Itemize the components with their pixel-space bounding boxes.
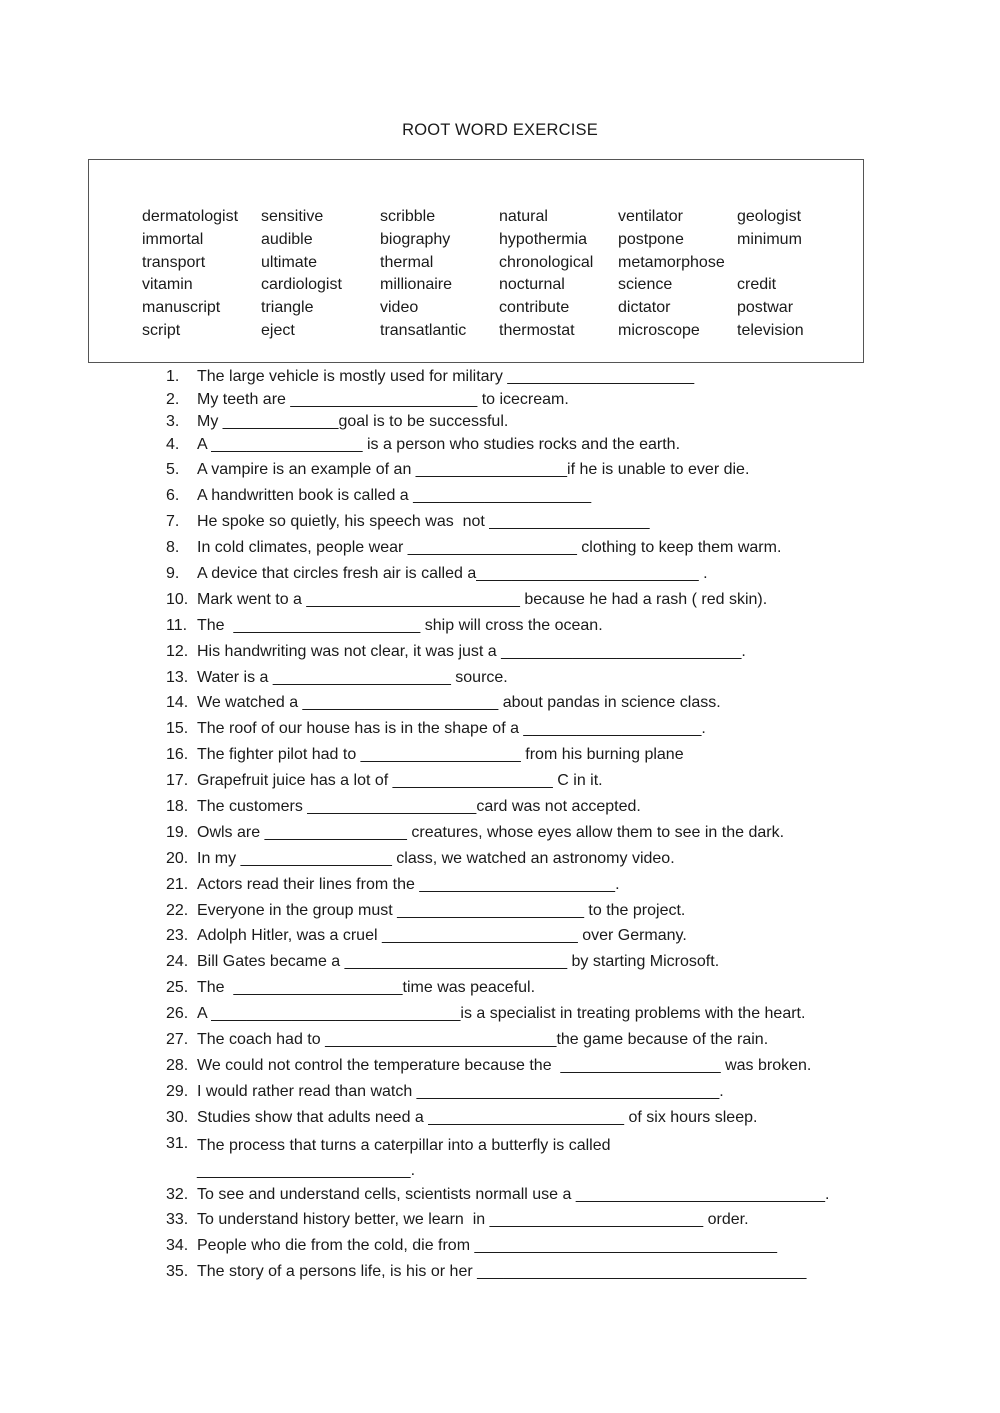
question-number: 28. (166, 1056, 189, 1074)
question-item (166, 1209, 829, 1235)
question-item (166, 848, 829, 874)
question-number: 19. (166, 823, 189, 841)
word-bank (142, 206, 856, 343)
question-number: 2. (166, 390, 180, 408)
word-bank-item: vitamin (142, 276, 193, 294)
question-text: The fighter pilot had to __________________ from his burning plane (197, 746, 684, 764)
question-list (166, 366, 829, 1287)
word-bank-item: credit (737, 276, 777, 294)
question-text: Adolph Hitler, was a cruel ______________________ over Germany. (197, 927, 687, 945)
question-item (166, 796, 829, 822)
question-text: We watched a ______________________ about pandas in science class. (197, 694, 721, 712)
question-item (166, 900, 829, 926)
question-text: A ____________________________is a specialist in treating problems with the heart. (197, 1005, 806, 1023)
word-bank-item: hypothermia (499, 230, 588, 248)
question-number: 13. (166, 668, 189, 686)
word-bank-item: contribute (499, 299, 570, 317)
question-item (166, 1235, 829, 1261)
question-text: Water is a ____________________ source. (197, 668, 508, 686)
word-bank-item: postpone (618, 230, 684, 248)
question-item (166, 692, 829, 718)
word-bank-item: transatlantic (380, 321, 467, 339)
word-bank-item: nocturnal (499, 276, 565, 294)
question-number: 20. (166, 849, 189, 867)
question-number: 32. (166, 1185, 189, 1203)
question-number: 1. (166, 368, 180, 385)
question-number: 25. (166, 979, 189, 997)
question-text: The story of a persons life, is his or her _____________________________________ (197, 1263, 807, 1281)
question-item (166, 615, 829, 641)
word-bank-item: dermatologist (142, 208, 239, 225)
question-number: 12. (166, 642, 189, 660)
question-number: 9. (166, 564, 180, 582)
question-text: The _____________________ ship will cross the ocean. (197, 616, 603, 634)
question-item (166, 1133, 829, 1184)
question-text: We could not control the temperature because the __________________ was broken. (197, 1056, 812, 1074)
question-item (166, 951, 829, 977)
word-bank-item: microscope (618, 321, 700, 339)
question-item (166, 925, 829, 951)
question-text: The ___________________time was peaceful. (197, 979, 536, 997)
question-item (166, 1261, 829, 1287)
question-number: 11. (166, 616, 188, 634)
word-bank-item: eject (261, 321, 295, 339)
question-item (166, 485, 829, 511)
question-text: The coach had to __________________________the game because of the rain. (197, 1030, 769, 1048)
question-item (166, 1003, 829, 1029)
question-text: In cold climates, people wear ___________________ clothing to keep them warm. (197, 539, 782, 557)
question-text: A _________________ is a person who studies rocks and the earth. (197, 435, 681, 453)
question-number: 23. (166, 927, 189, 945)
question-item (166, 1107, 829, 1133)
word-bank-item: chronological (499, 253, 594, 271)
question-number: 35. (166, 1263, 189, 1281)
question-text: My _____________goal is to be successful. (197, 413, 509, 430)
question-text: Everyone in the group must _____________________ to the project. (197, 901, 686, 919)
question-text: Actors read their lines from the ______________________. (197, 875, 620, 893)
page-title: ROOT WORD EXERCISE (402, 121, 598, 139)
question-text: His handwriting was not clear, it was just a ___________________________. (197, 642, 746, 660)
question-text: To understand history better, we learn in ________________________ order. (197, 1211, 749, 1229)
question-item (166, 389, 829, 412)
question-item (166, 822, 829, 848)
question-number: 16. (166, 746, 189, 764)
word-bank-item: thermal (380, 253, 434, 271)
question-number: 17. (166, 772, 189, 790)
question-number: 29. (166, 1082, 189, 1100)
question-item (166, 874, 829, 900)
question-item (166, 589, 829, 615)
word-bank-item: transport (142, 253, 206, 271)
question-number: 7. (166, 513, 180, 531)
question-text: The roof of our house has is in the shape of a ____________________. (197, 720, 706, 738)
question-number: 31. (166, 1134, 189, 1152)
question-item (166, 718, 829, 744)
word-bank-item: video (380, 299, 419, 317)
question-text: To see and understand cells, scientists normall use a ____________________________. (197, 1185, 830, 1203)
question-item (166, 1081, 829, 1107)
question-number: 14. (166, 694, 189, 712)
word-bank-item: biography (380, 230, 451, 248)
question-text: The process that turns a caterpillar into a butterfly is called ________________________. (197, 1136, 611, 1179)
question-text: A device that circles fresh air is called a_________________________ . (197, 564, 708, 582)
word-bank-item: geologist (737, 208, 802, 225)
word-bank-item: natural (499, 208, 548, 225)
question-number: 8. (166, 539, 180, 557)
question-number: 33. (166, 1211, 189, 1229)
word-bank-item: script (142, 321, 181, 339)
question-item (166, 977, 829, 1003)
word-bank-item: postwar (737, 299, 794, 317)
word-bank-item: triangle (261, 299, 314, 317)
question-item (166, 744, 829, 770)
question-number: 15. (166, 720, 189, 738)
question-number: 4. (166, 435, 180, 453)
word-bank-item: scribble (380, 208, 436, 225)
question-text: Bill Gates became a _________________________ by starting Microsoft. (197, 953, 720, 971)
word-bank-item: dictator (618, 299, 671, 317)
question-number: 34. (166, 1237, 189, 1255)
word-bank-item: millionaire (380, 276, 453, 294)
question-number: 30. (166, 1108, 189, 1126)
word-bank-item: ventilator (618, 208, 683, 225)
question-number: 27. (166, 1030, 189, 1048)
question-item (166, 434, 829, 460)
question-text: Owls are ________________ creatures, whose eyes allow them to see in the dark. (197, 823, 785, 841)
question-number: 22. (166, 901, 189, 919)
question-text: In my _________________ class, we watched an astronomy video. (197, 849, 675, 867)
question-item (166, 563, 829, 589)
question-item (166, 667, 829, 693)
question-number: 18. (166, 797, 189, 815)
word-bank-item: cardiologist (261, 276, 342, 294)
word-bank-item: audible (261, 230, 313, 248)
question-item (166, 459, 829, 485)
question-text: Mark went to a ________________________ because he had a rash ( red skin). (197, 590, 768, 608)
question-text: I would rather read than watch __________________________________. (197, 1082, 724, 1100)
question-text: Studies show that adults need a ______________________ of six hours sleep. (197, 1108, 758, 1126)
question-text: He spoke so quietly, his speech was not __________________ (197, 513, 650, 531)
word-bank-item: science (618, 276, 673, 294)
question-item (166, 770, 829, 796)
question-text: Grapefruit juice has a lot of __________________ C in it. (197, 772, 603, 790)
question-item (166, 537, 829, 563)
word-bank-item: television (737, 321, 804, 339)
question-text: My teeth are _____________________ to icecream. (197, 390, 569, 408)
question-item (166, 1184, 829, 1210)
question-number: 5. (166, 461, 180, 479)
question-number: 24. (166, 953, 189, 971)
question-item (166, 1029, 829, 1055)
word-bank-item (737, 252, 856, 275)
word-bank-item: minimum (737, 230, 802, 248)
question-text: A handwritten book is called a ____________________ (197, 487, 592, 505)
word-bank-item: ultimate (261, 253, 318, 271)
question-text: A vampire is an example of an _________________if he is unable to ever die. (197, 461, 750, 479)
question-item (166, 1055, 829, 1081)
question-number: 3. (166, 413, 180, 430)
word-bank-item: sensitive (261, 208, 324, 225)
word-bank-item: immortal (142, 230, 204, 248)
question-item (166, 511, 829, 537)
question-number: 26. (166, 1005, 189, 1023)
question-number: 10. (166, 590, 189, 608)
question-text: People who die from the cold, die from __________________________________ (197, 1237, 778, 1255)
question-text: The large vehicle is mostly used for military _____________________ (197, 368, 695, 385)
question-number: 6. (166, 487, 180, 505)
word-bank-item: metamorphose (618, 253, 725, 271)
question-item (166, 411, 829, 434)
question-item (166, 641, 829, 667)
question-number: 21. (166, 875, 189, 893)
question-text: The customers ___________________card was not accepted. (197, 797, 641, 815)
word-bank-item: thermostat (499, 321, 575, 339)
word-bank-item: manuscript (142, 299, 221, 317)
question-item (166, 366, 829, 389)
